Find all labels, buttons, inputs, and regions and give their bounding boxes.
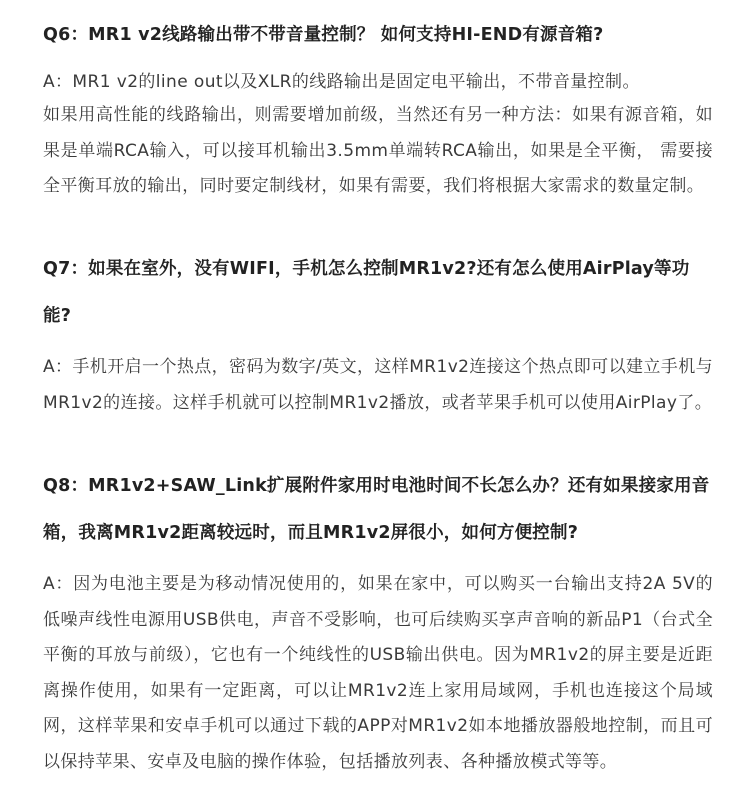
answer-q6-line-out: A：MR1 v2的line out以及XLR的线路输出是固定电平输出，不带音量控制。 xyxy=(43,72,640,92)
answer-q7: A：手机开启一个热点，密码为数字/英文，这样MR1v2连接这个热点即可以建立手机与MR1v2的连接。这样手机就可以控制MR1v2播放，或者苹果手机可以使用AirPlay了。 xyxy=(43,357,713,413)
question-q8: Q8：MR1v2+SAW_Link扩展附件家用时电池时间不长怎么办？还有如果接家用音箱，我离MR1v2距离较远时，而且MR1v2屏很小，如何方便控制? xyxy=(43,476,710,543)
question-q7: Q7：如果在室外，没有WIFI，手机怎么控制MR1v2?还有怎么使用AirPlay等功能? xyxy=(43,259,690,326)
question-q6: Q6：MR1 v2线路输出带不带音量控制？ 如何支持HI-END有源音箱? xyxy=(43,25,604,45)
answer-q6-hi-end: 如果用高性能的线路输出，则需要增加前级，当然还有另一种方法：如果有源音箱，如果是单端RCA输入，可以接耳机输出3.5mm单端转RCA输出，如果是全平衡， 需要接全平衡耳放的输出，同时要定制线材，如果有需要，我们将根据大家需求的数量定制。 xyxy=(43,105,713,196)
answer-q8: A：因为电池主要是为移动情况使用的，如果在家中，可以购买一台输出支持2A 5V的低噪声线性电源用USB供电，声音不受影响，也可后续购买享声音响的新品P1（台式全平衡的耳放与前级），它也有一个纯线性的USB输出供电。因为MR1v2的屏主要是近距离操作使用，如果有一定距离，可以让MR1v2连上家用局域网，手机也连接这个局域网，这样苹果和安卓手机可以通过下载的APP对MR1v2如本地播放器般地控制，而且可以保持苹果、安卓及电脑的操作体验，包括播放列表、各种播放模式等等。 xyxy=(43,574,713,772)
